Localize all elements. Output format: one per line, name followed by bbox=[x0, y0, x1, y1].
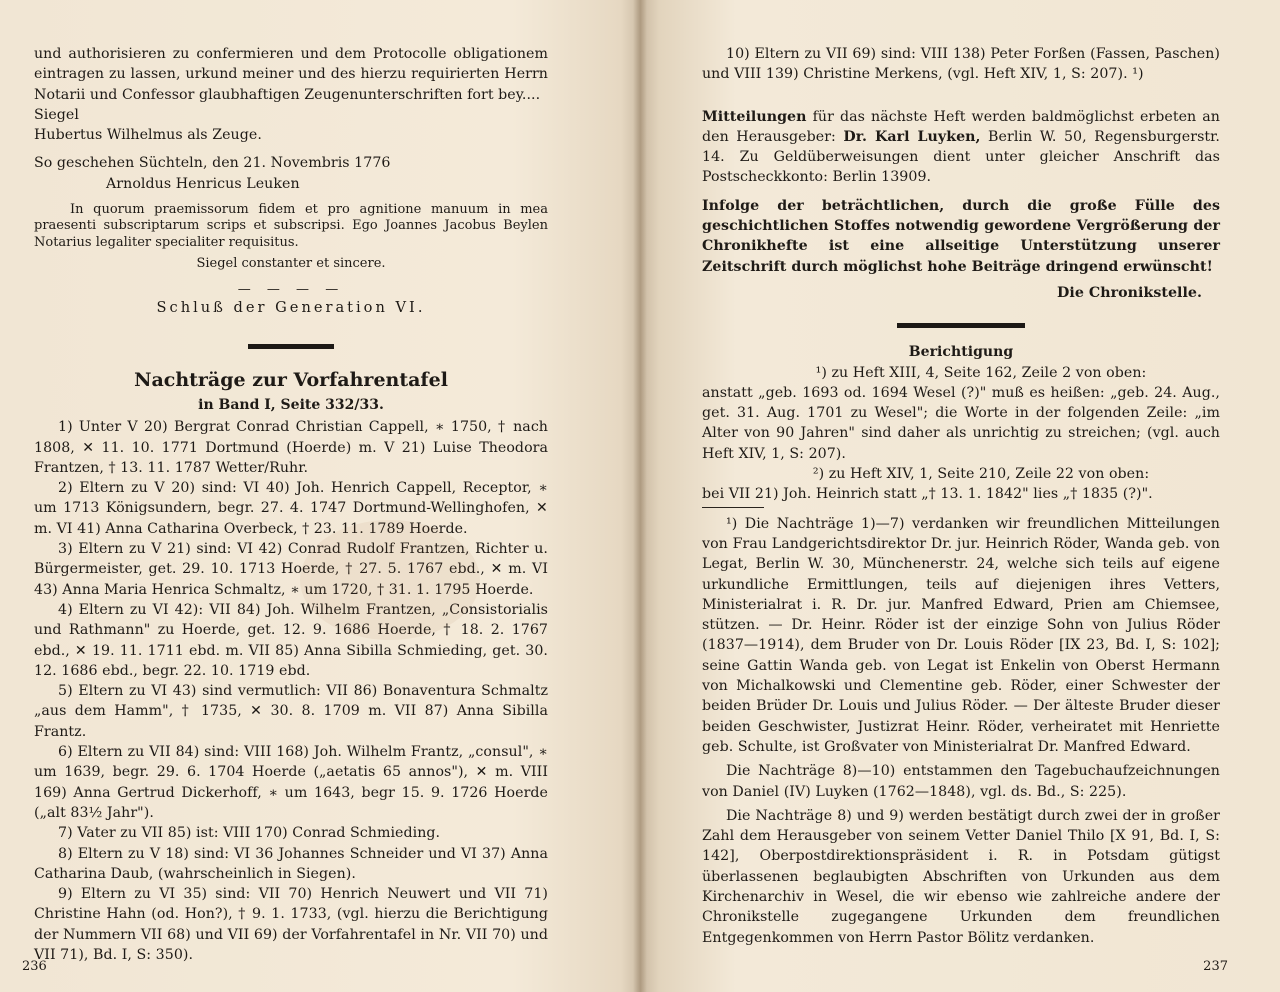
entry-paragraph: 1) Unter V 20) Bergrat Conrad Christian Cappell, ∗ 1750, † nach 1808, ✕ 11. 10. 1771 Dortmund (Hoerde) m. V 21) Luise Theodora Frantzen, † 13. 11. 1787 Wetter/Ruhr. bbox=[34, 419, 548, 476]
generation-end-line: Schluß der Generation VI. bbox=[156, 299, 426, 317]
latin-seal-line: Siegel constanter et sincere. bbox=[196, 256, 386, 272]
signatory-line: Arnoldus Henricus Leuken bbox=[106, 175, 300, 192]
section-subtitle: in Band I, Seite 332/33. bbox=[198, 397, 384, 414]
berichtigung-title: Berichtigung bbox=[908, 344, 1014, 361]
latin-notary-text: In quorum praemissorum fidem et pro agnitione manuum in mea praesenti subscriptarum scrips et subscripsi. Ego Joannes Jacobus Beylen Notarius legaliter specialiter requisitus. bbox=[34, 202, 548, 250]
seal-label: Siegel bbox=[34, 106, 79, 123]
correction-text: anstatt „geb. 1693 od. 1694 Wesel (?)" muß es heißen: „geb. 24. Aug., get. 31. Aug. 1701 zu Wesel"; die Worte in der folgenden Zeile: „im Alter von 90 Jahren" sind daher als unrichtig zu streichen; (vgl. auch Heft XIV, 1, S: 207). bbox=[702, 384, 1220, 462]
entry-paragraph: 9) Eltern zu VI 35) sind: VII 70) Henrich Neuwert und VII 71) Christine Hahn (od. Hon?), † 9. 1. 1733, (vgl. hierzu die Berichtigung der Nummern VII 68) und VII 69) der Vorfahrentafel in Nr. VII 70) und VII 71), Bd. I, S: 350). bbox=[34, 886, 548, 964]
entry-paragraph: 4) Eltern zu VI 42): VII 84) Joh. Wilhelm Frantzen, „Consistorialis und Rathmann" zu Hoerde, get. 12. 9. 1686 Hoerde, † 18. 2. 1767 ebd., ✕ 19. 11. 1711 ebd. m. VII 85) Anna Sibilla Schmieding, get. 30. 12. 1686 ebd., begr. 22. 10. 1719 ebd. bbox=[34, 601, 548, 679]
page-number: 237 bbox=[1203, 959, 1228, 974]
footnote-paragraph: Die Nachträge 8)—10) entstammen den Tagebuchaufzeichnungen von Daniel (IV) Luyken (1762—1848), vgl. ds. Bd., S: 225). bbox=[702, 763, 1220, 800]
place-date-line: So geschehen Süchteln, den 21. Novembris 1776 bbox=[34, 155, 391, 172]
appeal-signature: Die Chronikstelle. bbox=[1057, 284, 1202, 301]
book-gutter bbox=[633, 0, 647, 992]
footnote-rule bbox=[702, 507, 764, 508]
footnote-paragraph: ¹) Die Nachträge 1)—7) verdanken wir freundlichen Mitteilungen von Frau Landgerichtsdirektor Dr. jur. Heinrich Röder, Wanda geb. von Legat, Berlin W. 30, Münchenerstr. 24, welche sich teils auf eigene urkundliche Ermittlungen, teils auf diejenigen ihres Vetters, Ministerialrat i. R. Dr. jur. Manfred Edward, Prien am Chiemsee, stützen. — Dr. Heinr. Röder ist der einzige Sohn von Julius Röder (1837—1914), dem Bruder von Dr. Louis Röder [IX 23, Bd. I, S: 102]; seine Gattin Wanda geb. von Legat ist Enkelin von Oberst Hermann von Michalkowski und Clementine geb. Röder, einer Schwester der beiden Brüder Dr. Louis und Julius Röder. — Der älteste Bruder dieser beiden Geschwister, Justizrat Heinr. Röder, verheiratet mit Henriette geb. Schulte, ist Großvater von Ministerialrat Dr. Manfred Edward. bbox=[702, 515, 1220, 755]
entry-paragraph: 2) Eltern zu V 20) sind: VI 40) Joh. Henrich Cappell, Receptor, ∗ um 1713 Königsundern, begr. 27. 4. 1747 Dortmund-Wellinghofen, ✕ m. VI 41) Anna Catharina Overbeck, † 23. 11. 1789 Hoerde. bbox=[34, 480, 548, 537]
correction-heading: ¹) zu Heft XIII, 4, Seite 162, Zeile 2 von oben: bbox=[815, 364, 1147, 381]
section-rule bbox=[248, 344, 334, 349]
correction-text: bei VII 21) Joh. Heinrich statt „† 13. 1. 1842" lies „† 1835 (?)". bbox=[702, 486, 1153, 503]
entry-paragraph: 3) Eltern zu V 21) sind: VI 42) Conrad Rudolf Frantzen, Richter u. Bürgermeister, get. 29. 10. 1713 Hoerde, † 27. 5. 1767 ebd., ✕ m. VI 43) Anna Maria Henrica Schmaltz, ∗ um 1720, † 31. 1. 1795 Hoerde. bbox=[34, 541, 548, 598]
closing-text: und authorisieren zu confermieren und dem Protocolle obligationem eintragen zu lassen, urkund meiner und des hierzu requirierten Herrn Notarii und Confessor glaubhaftigen Zeugenunterschriften fort bey.... bbox=[34, 46, 548, 103]
entry-paragraph: 5) Eltern zu VI 43) sind vermutlich: VII 86) Bonaventura Schmaltz „aus dem Hamm", † 1735, ✕ 30. 8. 1709 m. VII 87) Anna Sibilla Frantz. bbox=[34, 683, 548, 740]
mitteilungen-notice bbox=[702, 107, 1220, 188]
correction-heading: ²) zu Heft XIV, 1, Seite 210, Zeile 22 von oben: bbox=[812, 466, 1150, 483]
mitteilungen-text: für das nächste Heft werden baldmöglichst erbeten an den Herausgeber: bbox=[702, 108, 1220, 145]
witness-line: Hubertus Wilhelmus als Zeuge. bbox=[34, 127, 262, 144]
section-title: Nachträge zur Vorfahrentafel bbox=[134, 369, 448, 392]
entry-paragraph: 6) Eltern zu VII 84) sind: VIII 168) Joh. Wilhelm Frantz, „consul", ∗ um 1639, begr. 29. 6. 1704 Hoerde („aetatis 65 annos"), ✕ m. VIII 169) Anna Gertrud Dickerhoff, ∗ um 1643, begr 15. 9. 1726 Hoerde („alt 83½ Jahr"). bbox=[34, 744, 548, 821]
mitteilungen-lead: Mitteilungen bbox=[702, 108, 807, 125]
entry-paragraph: 10) Eltern zu VII 69) sind: VIII 138) Peter Forßen (Fassen, Paschen) und VIII 139) Christine Merkens, (vgl. Heft XIV, 1, S: 207). ¹) bbox=[702, 46, 1220, 83]
page-number: 236 bbox=[22, 959, 47, 974]
editor-name: Dr. Karl Luyken, bbox=[843, 128, 981, 145]
entry-paragraph: 7) Vater zu VII 85) ist: VIII 170) Conrad Schmieding. bbox=[58, 825, 441, 842]
paper-stain bbox=[300, 520, 480, 640]
dash-separator: — — — — bbox=[237, 282, 345, 298]
support-appeal: Infolge der beträchtlichen, durch die große Fülle des geschichtlichen Stoffes notwendig gewordene Vergrößerung der Chronikhefte ist eine allseitige Unterstützung unserer Zeitschrift durch möglichst hohe Beiträge dringend erwünscht! bbox=[702, 197, 1220, 275]
mitteilungen-address: Berlin W. 50, Regensburgerstr. 14. Zu Geldüberweisungen dient unter gleicher Anschrift das Postscheckkonto: Berlin 13909. bbox=[702, 128, 1220, 186]
entry-paragraph: 8) Eltern zu V 18) sind: VI 36 Johannes Schneider und VI 37) Anna Catharina Daub, (wahrscheinlich in Siegen). bbox=[34, 845, 548, 882]
right-page bbox=[640, 0, 1280, 992]
footnote-paragraph: Die Nachträge 8) und 9) werden bestätigt durch zwei der in großer Zahl dem Herausgeber von seinem Vetter Daniel Thilo [X 91, Bd. I, S: 142], Oberpostdirektionspräsident i. R. in Potsdam gütigst überlassenen beglaubigten Abschriften von Urkunden aus dem Kirchenarchiv in Wesel, die wir ebenso wie zahlreiche andere der Chronikstelle zugegangene Urkunden dem freundlichen Entgegenkommen von Herrn Pastor Bölitz verdanken. bbox=[702, 807, 1220, 946]
